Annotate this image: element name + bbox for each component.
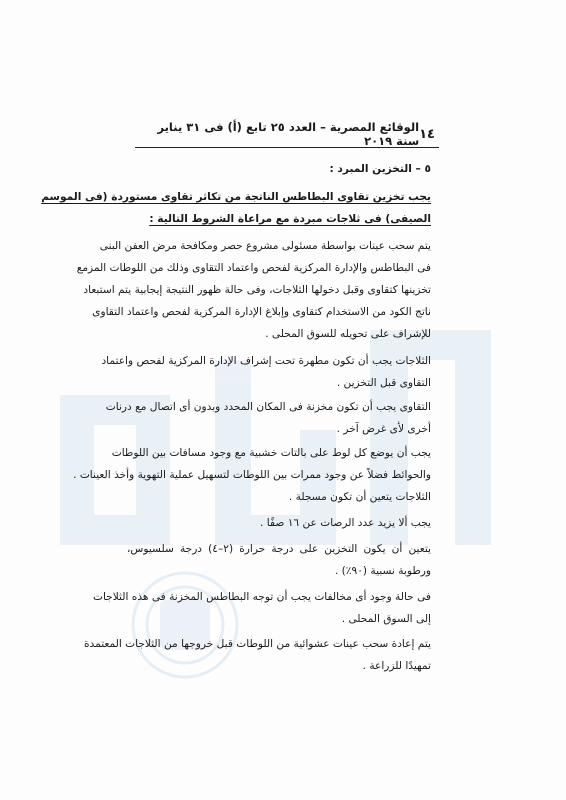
text-line: الثلاجات يجب أن تكون مطهرة تحت إشراف الإدارة المركزية لفحص واعتماد [101,355,431,367]
gazette-title: الوقائع المصرية – العدد ٢٥ تابع (أ) فى ٣١ يناير سنة ٢٠١٩ [157,120,420,148]
section-heading: ٥ – التخزين المبرد : [329,163,431,175]
text-line: فى البطاطس والإدارة المركزية لفحص واعتماد التقاوى وذلك من اللوطات المزمع [76,262,431,274]
text-line: ناتج الكود من الاستخدام كتقاوى وإبلاغ الإدارة المركزية لفحص واعتماد التقاوى [92,306,431,318]
text-line: والحوائط فضلاً عن وجود ممرات بين اللوطات لتسهيل عملية التهوية وأخذ العينات . [73,469,431,481]
header-divider [135,147,439,148]
text-line: يتعين أن يكون التخزين على درجة حرارة (٢–٤) درجة سلسيوس، [127,543,431,555]
text-line: فى حالة وجود أى مخالفات يجب أن توجه البطاطس المخزنة فى هذه الثلاجات [92,591,431,603]
text-line: الصيفى) فى ثلاجات مبردة مع مراعاة الشروط التالية : [149,213,431,225]
text-line: يتم إعادة سحب عينات عشوائية من اللوطات قبل خروجها من الثلاجات المعتمدة [83,638,431,650]
text-line: التقاوى قبل التخزين . [336,377,431,389]
text-line: يجب أن يوضع كل لوط على بالتات خشبية مع وجود مسافات بين اللوطات [111,447,431,459]
text-line: أخرى لأى غرض آخر . [336,423,431,435]
page-header [135,120,435,148]
text-line: إلى السوق المحلى . [341,613,431,625]
text-line: تخزينها كتقاوى وقبل دخولها الثلاجات، وفى حالة ظهور النتيجة إيجابية يتم استبعاد [83,284,431,296]
text-line: يجب تخزين تقاوى البطاطس الناتجة من تكاثر تقاوى مستوردة (فى الموسم [41,191,431,203]
text-line: تمهيدًا للزراعة . [362,660,431,672]
text-line: للإشراف على تحويله للسوق المحلى . [265,328,431,340]
text-line: ورطوبة نسبية (٩٠٪) . [334,565,431,577]
text-line: الثلاجات يتعين أن تكون مسجلة . [288,491,431,503]
text-line: التقاوى يجب أن تكون مخزنة فى المكان المحدد وبدون أى اتصال مع درنات [105,401,431,413]
page-number: ١٤ [419,126,435,142]
text-line: يتم سحب عينات بواسطة مسئولى مشروع حصر ومكافحة مرض العفن البنى [99,240,431,252]
text-line: يجب ألا يزيد عدد الرصات عن ١٦ صفًا . [260,517,431,529]
